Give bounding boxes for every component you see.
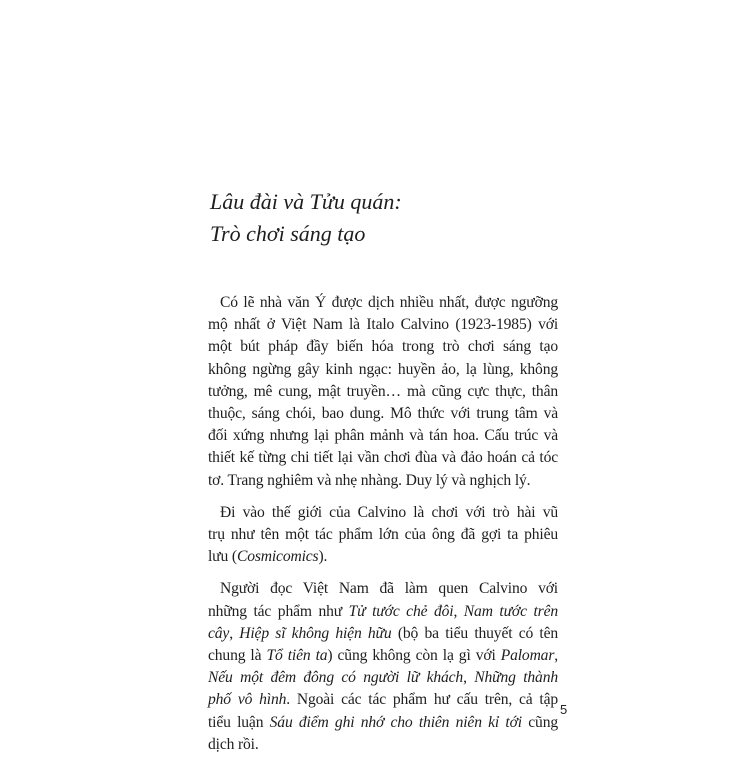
italic-title-text: Tổ tiên ta bbox=[266, 647, 328, 665]
text-run: không ngừng gây kinh ngạc: huyền ảo, lạ lùng, không bbox=[208, 360, 558, 378]
text-line bbox=[208, 336, 558, 358]
text-line bbox=[208, 292, 558, 314]
text-run: những tác phẩm như bbox=[208, 602, 349, 620]
text-line bbox=[208, 381, 558, 403]
text-line bbox=[208, 425, 558, 447]
text-line bbox=[208, 623, 558, 645]
text-run: mộ nhất ở Việt Nam là Italo Calvino (1923-1985) với bbox=[208, 316, 558, 334]
text-run: trụ như tên một tác phẩm lớn của ông đã gợi ta phiêu bbox=[208, 526, 558, 544]
text-line bbox=[208, 667, 558, 689]
text-line bbox=[208, 734, 558, 756]
text-line bbox=[208, 601, 558, 623]
text-line bbox=[208, 578, 558, 600]
text-run: cũng bbox=[521, 713, 558, 731]
text-line bbox=[208, 546, 558, 568]
chapter-title bbox=[210, 186, 590, 250]
text-run: đối xứng nhưng lại phân mảnh và tán hoa. Cấu trúc và bbox=[208, 427, 558, 445]
text-line bbox=[208, 359, 558, 381]
text-line bbox=[208, 403, 558, 425]
text-run: dịch rồi. bbox=[208, 735, 259, 753]
text-run: lưu ( bbox=[208, 548, 237, 566]
text-line bbox=[208, 712, 558, 734]
text-run: Đi vào thế giới của Calvino là chơi với trò hài vũ bbox=[220, 503, 558, 521]
text-line bbox=[208, 470, 558, 492]
chapter-title-line-2: Trò chơi sáng tạo bbox=[210, 221, 366, 246]
text-run: Có lẽ nhà văn Ý được dịch nhiều nhất, được ngưỡng bbox=[220, 294, 558, 311]
text-run: tiểu luận bbox=[208, 713, 270, 731]
text-line bbox=[208, 447, 558, 469]
text-run: Người đọc Việt Nam đã làm quen Calvino với bbox=[220, 580, 558, 598]
text-run: một bút pháp đầy biến hóa trong trò chơi sáng tạo bbox=[208, 338, 558, 356]
italic-title-text: Những thành bbox=[474, 669, 558, 687]
paragraph-3 bbox=[208, 578, 558, 756]
italic-title-text: Hiệp sĩ không hiện hữu bbox=[239, 624, 392, 642]
text-run: , bbox=[229, 624, 240, 642]
text-run: , bbox=[453, 602, 464, 620]
italic-title-text: Tử tước chẻ đôi bbox=[348, 602, 454, 620]
italic-title-text: Sáu điểm ghi nhớ cho thiên niên kỉ tới bbox=[269, 713, 522, 731]
text-line bbox=[208, 502, 558, 524]
italic-title-text: Nếu một đêm đông có người lữ khách bbox=[208, 669, 464, 687]
italic-title-text: Cosmicomics bbox=[236, 548, 319, 566]
body-text bbox=[208, 292, 558, 766]
text-run: tơ. Trang nghiêm và nhẹ nhàng. Duy lý và nghịch lý. bbox=[208, 471, 531, 489]
text-line bbox=[208, 314, 558, 336]
italic-title-text: phố vô hình bbox=[208, 691, 287, 709]
text-run: (bộ ba tiểu thuyết có tên bbox=[391, 624, 559, 642]
chapter-title-line-1: Lâu đài và Tửu quán: bbox=[210, 189, 402, 214]
paragraph-2 bbox=[208, 502, 558, 569]
text-run: . Ngoài các tác phẩm hư cấu trên, cả tập bbox=[286, 691, 558, 709]
paragraph-1 bbox=[208, 292, 558, 492]
text-run: thiết kế từng chi tiết lại vần chơi đùa và đảo hoán cả tóc bbox=[208, 449, 558, 467]
text-line bbox=[208, 645, 558, 667]
italic-title-text: cây bbox=[208, 624, 230, 642]
text-line bbox=[208, 524, 558, 546]
text-line bbox=[208, 689, 558, 711]
text-run: ) cũng không còn lạ gì với bbox=[327, 647, 501, 665]
italic-title-text: Nam tước trên bbox=[463, 602, 558, 620]
text-run: tưởng, mê cung, mật truyền… mà cũng cực thực, thân bbox=[208, 382, 558, 400]
italic-title-text: Palomar bbox=[500, 647, 555, 665]
text-run: thuộc, sáng chói, bao dung. Mô thức với trung tâm và bbox=[208, 405, 558, 423]
text-run: , bbox=[463, 669, 475, 687]
text-run: ). bbox=[318, 548, 328, 566]
page-number: 5 bbox=[560, 702, 568, 717]
text-run: chung là bbox=[208, 647, 267, 665]
text-run: , bbox=[554, 647, 558, 665]
